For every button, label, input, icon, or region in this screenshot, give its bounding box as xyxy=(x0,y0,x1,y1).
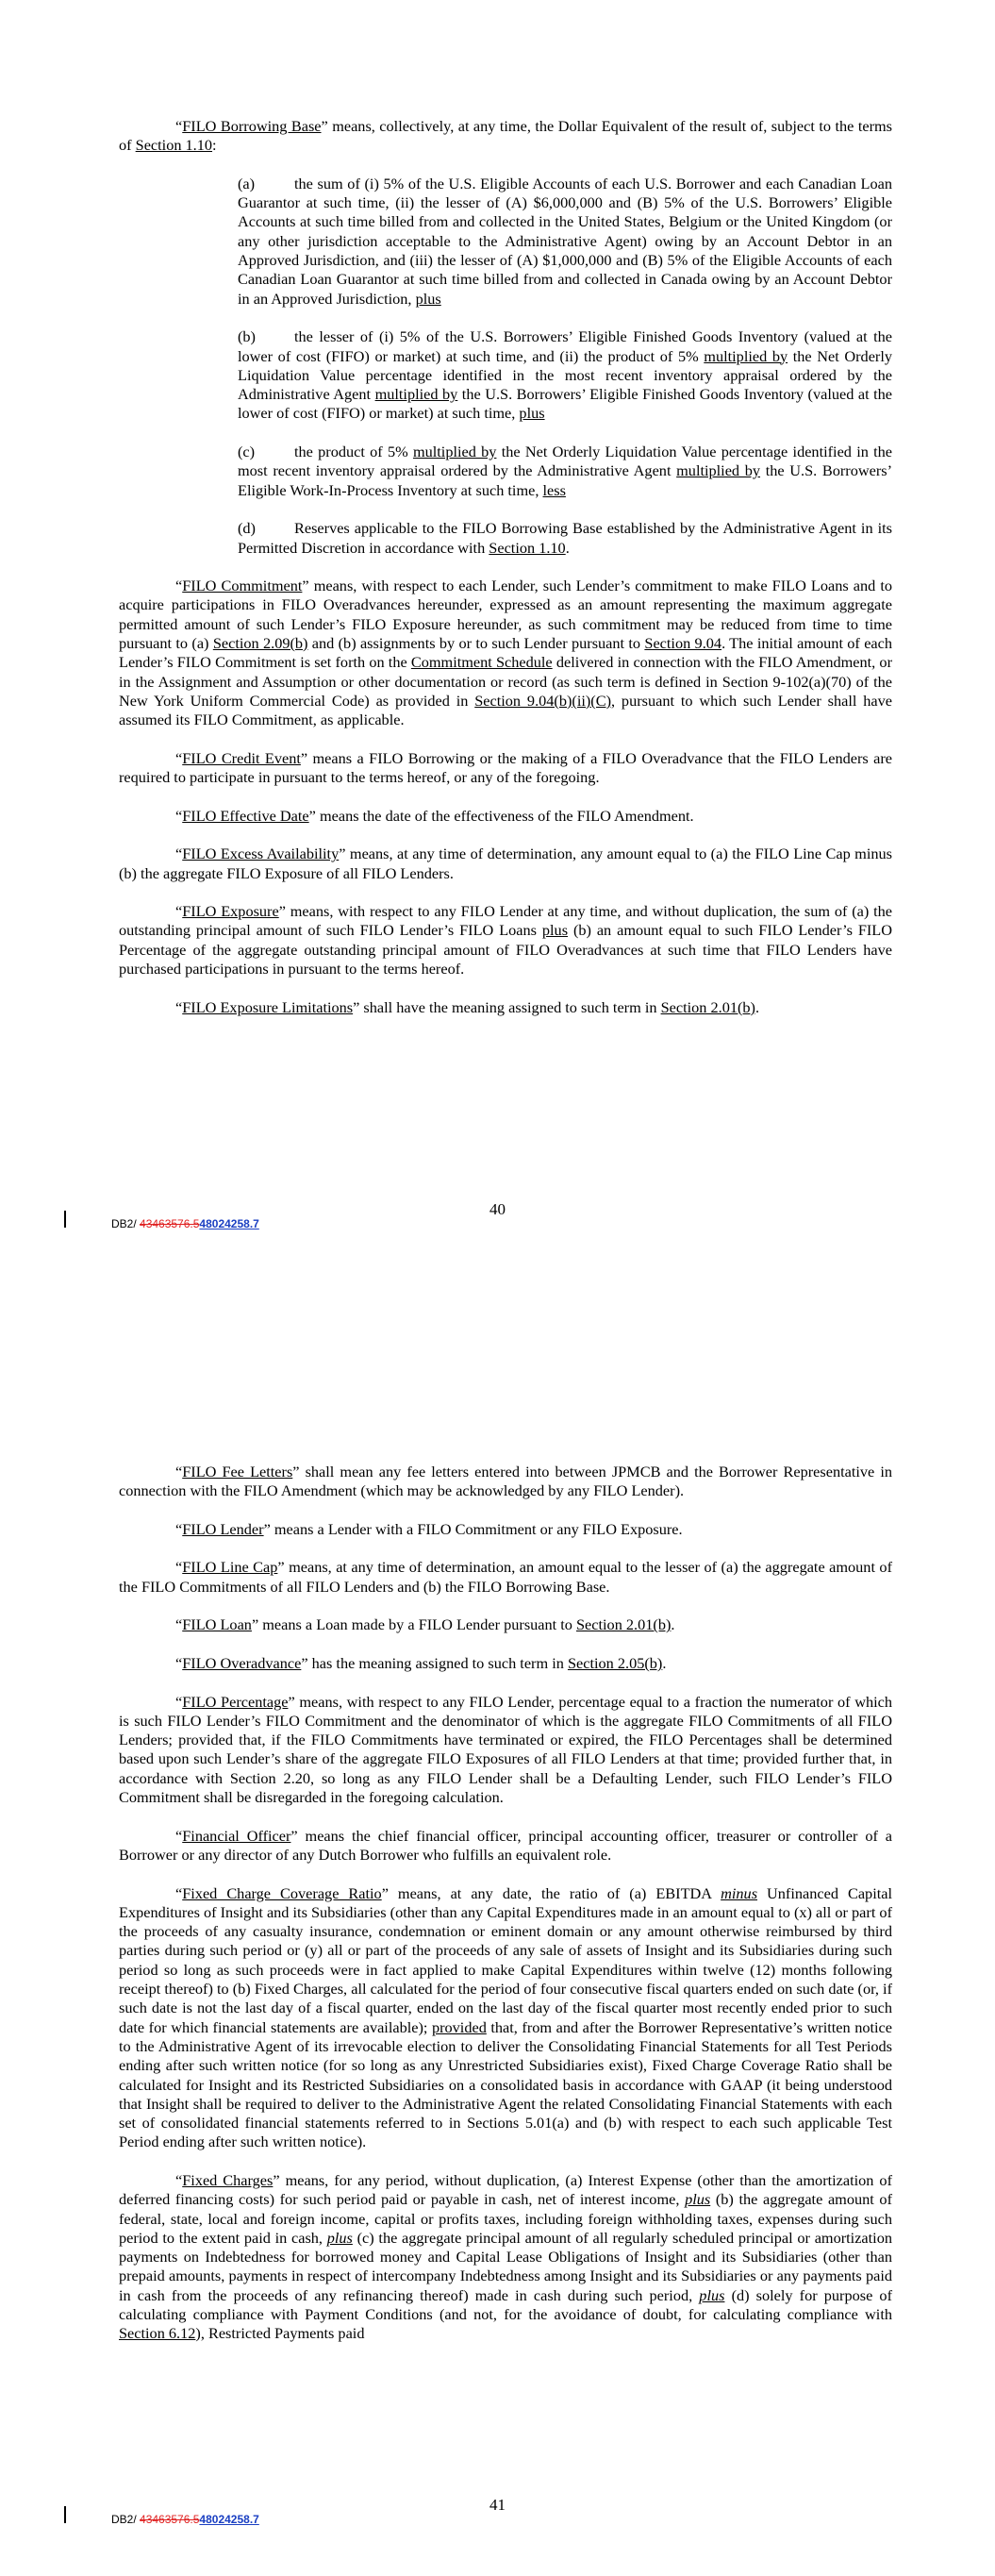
definition-subclause: (c) the product of 5% multiplied by the Net Orderly Liquidation Value percentage identified in the most recent inventory appraisal ordered by the Administrative Agent multiplied by the U.S. Borrowers’ Eligible Work-In-Process Inventory at such time, less xyxy=(238,443,893,499)
underlined-term: Section 2.05(b) xyxy=(567,1653,663,1672)
definition-subclause: (b) the lesser of (i) 5% of the U.S. Borrowers’ Eligible Finished Goods Inventory (valued at the lower of cost (FIFO) or market) at such time, and (ii) the product of 5% multiplied by the Net Orderly Liquidation Value percentage identified in the most recent inventory appraisal ordered by the Administrative Agent multiplied by the U.S. Borrowers’ Eligible Finished Goods Inventory (valued at the lower of cost (FIFO) or market) at such time, plus xyxy=(238,327,893,423)
underlined-term: multiplied by xyxy=(374,385,458,404)
definition-paragraph: “FILO Exposure” means, with respect to any FILO Lender at any time, and without duplication, the sum of (a) the outstanding principal amount of such FILO Lender’s FILO Loans plus (b) an amount equal to such FILO Lender’s FILO Percentage of the aggregate outstanding principal amount of FILO Overadvances at such time that FILO Lenders have purchased participations in pursuant to the terms hereof. xyxy=(119,902,893,979)
underlined-term: FILO Exposure Limitations xyxy=(182,997,354,1016)
emphasized-operator: plus xyxy=(326,2228,353,2247)
clause-label: (b) xyxy=(238,327,256,346)
underlined-term: FILO Commitment xyxy=(182,577,303,595)
underlined-term: FILO Lender xyxy=(182,1519,264,1538)
definition-paragraph: “Fixed Charges” means, for any period, without duplication, (a) Interest Expense (other than the amortization of deferred financing costs) for such period paid or payable in cash, net of interest income, plus (b) the aggregate amount of federal, state, local and foreign income, capital or profits taxes, including foreign withholding taxes, expenses during such period to the extent paid in cash, plus (c) the aggregate principal amount of all regularly scheduled principal or amortization payments on Indebtedness for borrowed money and Capital Lease Obligations of Insight and its Subsidiaries (other than prepaid amounts, payments in respect of intercompany Indebtedness among Insight and its Subsidiaries or any payments paid in cash from the proceeds of any refinancing thereof) made in cash during such period, plus (d) solely for purpose of calculating compliance with Payment Conditions (and not, for the avoidance of doubt, for calculating compliance with Section 6.12), Restricted Payments paid xyxy=(119,2170,892,2343)
underlined-term: plus xyxy=(415,289,441,308)
underlined-term: Commitment Schedule xyxy=(410,653,553,672)
footer-deleted-docnum: 43463576.5 xyxy=(140,2513,200,2526)
underlined-term: FILO Line Cap xyxy=(182,1558,278,1577)
page-body xyxy=(119,1463,892,2363)
footer-inserted-docnum: 48024258.7 xyxy=(199,2513,259,2526)
underlined-term: Section 1.10 xyxy=(135,136,213,155)
clause-label: (d) xyxy=(238,519,256,538)
underlined-term: FILO Credit Event xyxy=(182,748,301,767)
definition-paragraph: “FILO Exposure Limitations” shall have the meaning assigned to such term in Section 2.01(b). xyxy=(175,997,760,1016)
underlined-term: Section 9.04 xyxy=(644,634,722,653)
clause-label: (c) xyxy=(238,443,256,461)
definition-paragraph: “FILO Borrowing Base” means, collectively, at any time, the Dollar Equivalent of the result of, subject to the terms of Section 1.10: xyxy=(119,117,892,155)
page-number: 41 xyxy=(489,2496,506,2514)
definition-paragraph: “FILO Percentage” means, with respect to any FILO Lender, percentage equal to a fraction the numerator of which is such FILO Lender’s FILO Commitment and the denominator of which is the aggregate FILO Commitments of all FILO Lenders; provided that, if the FILO Commitments have terminated or expired, the FILO Percentages shall be determined based upon such Lender’s share of the aggregate FILO Exposures of all FILO Lenders at that time; provided further that, in accordance with Section 2.20, so long as any FILO Lender shall be a Defaulting Lender, such FILO Lender’s FILO Commitment shall be disregarded in the foregoing calculation. xyxy=(119,1692,892,1807)
underlined-term: FILO Percentage xyxy=(182,1692,289,1711)
definition-paragraph: “Fixed Charge Coverage Ratio” means, at any date, the ratio of (a) EBITDA minus Unfinanced Capital Expenditures of Insight and its Subsidiaries (other than any Capital Expenditures made in an amount equal to (x) all or part of the proceeds of any casualty insurance, condemnation or eminent domain or any amount otherwise reimbursed by third parties during such period or (y) all or part of the proceeds of any sale of assets of Insight and its Subsidiaries during such period so long as such proceeds were in fact applied to make Capital Expenditures within twelve (12) months following receipt thereof) to (b) Fixed Charges, all calculated for the period of four consecutive fiscal quarters ended on such date (or, if such date is not the last day of a fiscal quarter, ended on the last day of the fiscal quarter most recently ended prior to such date for which financial statements are available); provided that, from and after the Borrower Representative’s written notice to the Administrative Agent of its irrevocable election to deliver the Consolidating Financial Statements for all Test Periods ending after such written notice (for so long as any Unrestricted Subsidiaries exist), Fixed Charge Coverage Ratio shall be calculated for Insight and its Restricted Subsidiaries on a consolidated basis in accordance with GAAP (it being understood that Insight shall be required to deliver to the Administrative Agent the related Consolidating Financial Statements with each set of consolidated financial statements referred to in Sections 5.01(a) and (b) with respect to each such applicable Test Period ending after such written notice). xyxy=(119,1883,892,2151)
footer-deleted-docnum: 43463576.5 xyxy=(140,1217,200,1230)
change-bar xyxy=(64,1211,66,1228)
footer-inserted-docnum: 48024258.7 xyxy=(199,1217,259,1230)
underlined-term: FILO Borrowing Base xyxy=(182,117,322,135)
underlined-term: Fixed Charges xyxy=(182,2170,274,2189)
definition-paragraph: “FILO Credit Event” means a FILO Borrowing or the making of a FILO Overadvance that the FILO Lenders are required to participate in pursuant to the terms hereof, or any of the foregoing. xyxy=(119,748,892,787)
underlined-term: provided xyxy=(431,2017,487,2036)
underlined-term: less xyxy=(542,480,566,499)
clause-label: (a) xyxy=(238,174,256,192)
underlined-term: FILO Effective Date xyxy=(182,806,309,825)
definition-paragraph: “FILO Overadvance” has the meaning assigned to such term in Section 2.05(b). xyxy=(175,1653,667,1672)
document-page-41 xyxy=(0,1293,995,2576)
underlined-term: plus xyxy=(541,921,569,940)
underlined-term: Section 2.01(b) xyxy=(660,997,755,1016)
definition-paragraph: “FILO Fee Letters” shall mean any fee letters entered into between JPMCB and the Borrower Representative in connection with the FILO Amendment (which may be acknowledged by any FILO Lender). xyxy=(119,1463,893,1500)
footer-prefix: DB2/ xyxy=(111,2513,141,2526)
definition-paragraph: “FILO Effective Date” means the date of the effectiveness of the FILO Amendment. xyxy=(175,806,694,825)
underlined-term: multiplied by xyxy=(412,443,497,461)
emphasized-operator: plus xyxy=(699,2285,725,2304)
definition-paragraph: “FILO Commitment” means, with respect to each Lender, such Lender’s commitment to make FILO Loans and to acquire participations in FILO Overadvances hereunder, expressed as an amount representing the maximum aggregate permitted amount of such Lender’s FILO Exposure hereunder, as such commitment may be reduced from time to time pursuant to (a) Section 2.09(b) and (b) assignments by or to such Lender pursuant to Section 9.04. The initial amount of each Lender’s FILO Commitment is set forth on the Commitment Schedule delivered in connection with the FILO Amendment, or in the Assignment and Assumption or other documentation or record (as such term is defined in Section 9-102(a)(70) of the New York Uniform Commercial Code) as provided in Section 9.04(b)(ii)(C), pursuant to which such Lender shall have assumed its FILO Commitment, as applicable. xyxy=(119,577,893,729)
underlined-term: Section 2.01(b) xyxy=(576,1615,672,1634)
underlined-term: Section 9.04(b)(ii)(C) xyxy=(474,691,611,710)
underlined-term: Section 2.09(b) xyxy=(212,634,308,653)
underlined-term: multiplied by xyxy=(676,461,761,480)
underlined-term: FILO Loan xyxy=(182,1615,252,1634)
underlined-term: Section 6.12 xyxy=(119,2324,196,2343)
underlined-term: FILO Exposure xyxy=(182,902,279,921)
underlined-term: Fixed Charge Coverage Ratio xyxy=(182,1883,382,1902)
page-body xyxy=(119,117,892,1036)
definition-paragraph: “Financial Officer” means the chief financial officer, principal accounting officer, treasurer or controller of a Borrower or any director of any Dutch Borrower who fulfills an equivalent role. xyxy=(119,1826,892,1864)
underlined-term: FILO Overadvance xyxy=(182,1653,302,1672)
emphasized-operator: plus xyxy=(685,2190,711,2209)
footer-prefix: DB2/ xyxy=(111,1217,141,1230)
change-bar xyxy=(64,2506,66,2523)
definition-subclause: (a) the sum of (i) 5% of the U.S. Eligible Accounts of each U.S. Borrower and each Canadian Loan Guarantor at such time, (ii) the lesser of (A) $6,000,000 and (B) 5% of the U.S. Borrowers’ Eligible Accounts at such time billed from and collected in the United States, Belgium or the United Kingdom (or any other jurisdiction acceptable to the Administrative Agent) owing by an Account Debtor in an Approved Jurisdiction, and (iii) the lesser of (A) $1,000,000 and (B) 5% of the Eligible Accounts of each Canadian Loan Guarantor at such time billed from and collected in Canada owing by an Account Debtor in an Approved Jurisdiction, plus xyxy=(238,174,892,308)
underlined-term: Financial Officer xyxy=(182,1826,291,1845)
underlined-term: multiplied by xyxy=(704,346,788,365)
underlined-term: FILO Fee Letters xyxy=(182,1463,293,1480)
definition-subclause: (d) Reserves applicable to the FILO Borrowing Base established by the Administrative Agent in its Permitted Discretion in accordance with Section 1.10. xyxy=(238,519,892,557)
emphasized-operator: minus xyxy=(721,1883,758,1902)
underlined-term: plus xyxy=(519,404,545,423)
definition-paragraph: “FILO Line Cap” means, at any time of determination, an amount equal to the lesser of (a) the aggregate amount of the FILO Commitments of all FILO Lenders and (b) the FILO Borrowing Base. xyxy=(119,1558,892,1596)
page-number: 40 xyxy=(489,1200,506,1218)
definition-paragraph: “FILO Loan” means a Loan made by a FILO Lender pursuant to Section 2.01(b). xyxy=(175,1615,675,1634)
definition-paragraph: “FILO Excess Availability” means, at any time of determination, any amount equal to (a) the FILO Line Cap minus (b) the aggregate FILO Exposure of all FILO Lenders. xyxy=(119,845,892,882)
underlined-term: FILO Excess Availability xyxy=(182,845,340,863)
underlined-term: Section 1.10 xyxy=(489,538,566,557)
definition-paragraph: “FILO Lender” means a Lender with a FILO Commitment or any FILO Exposure. xyxy=(175,1519,683,1538)
